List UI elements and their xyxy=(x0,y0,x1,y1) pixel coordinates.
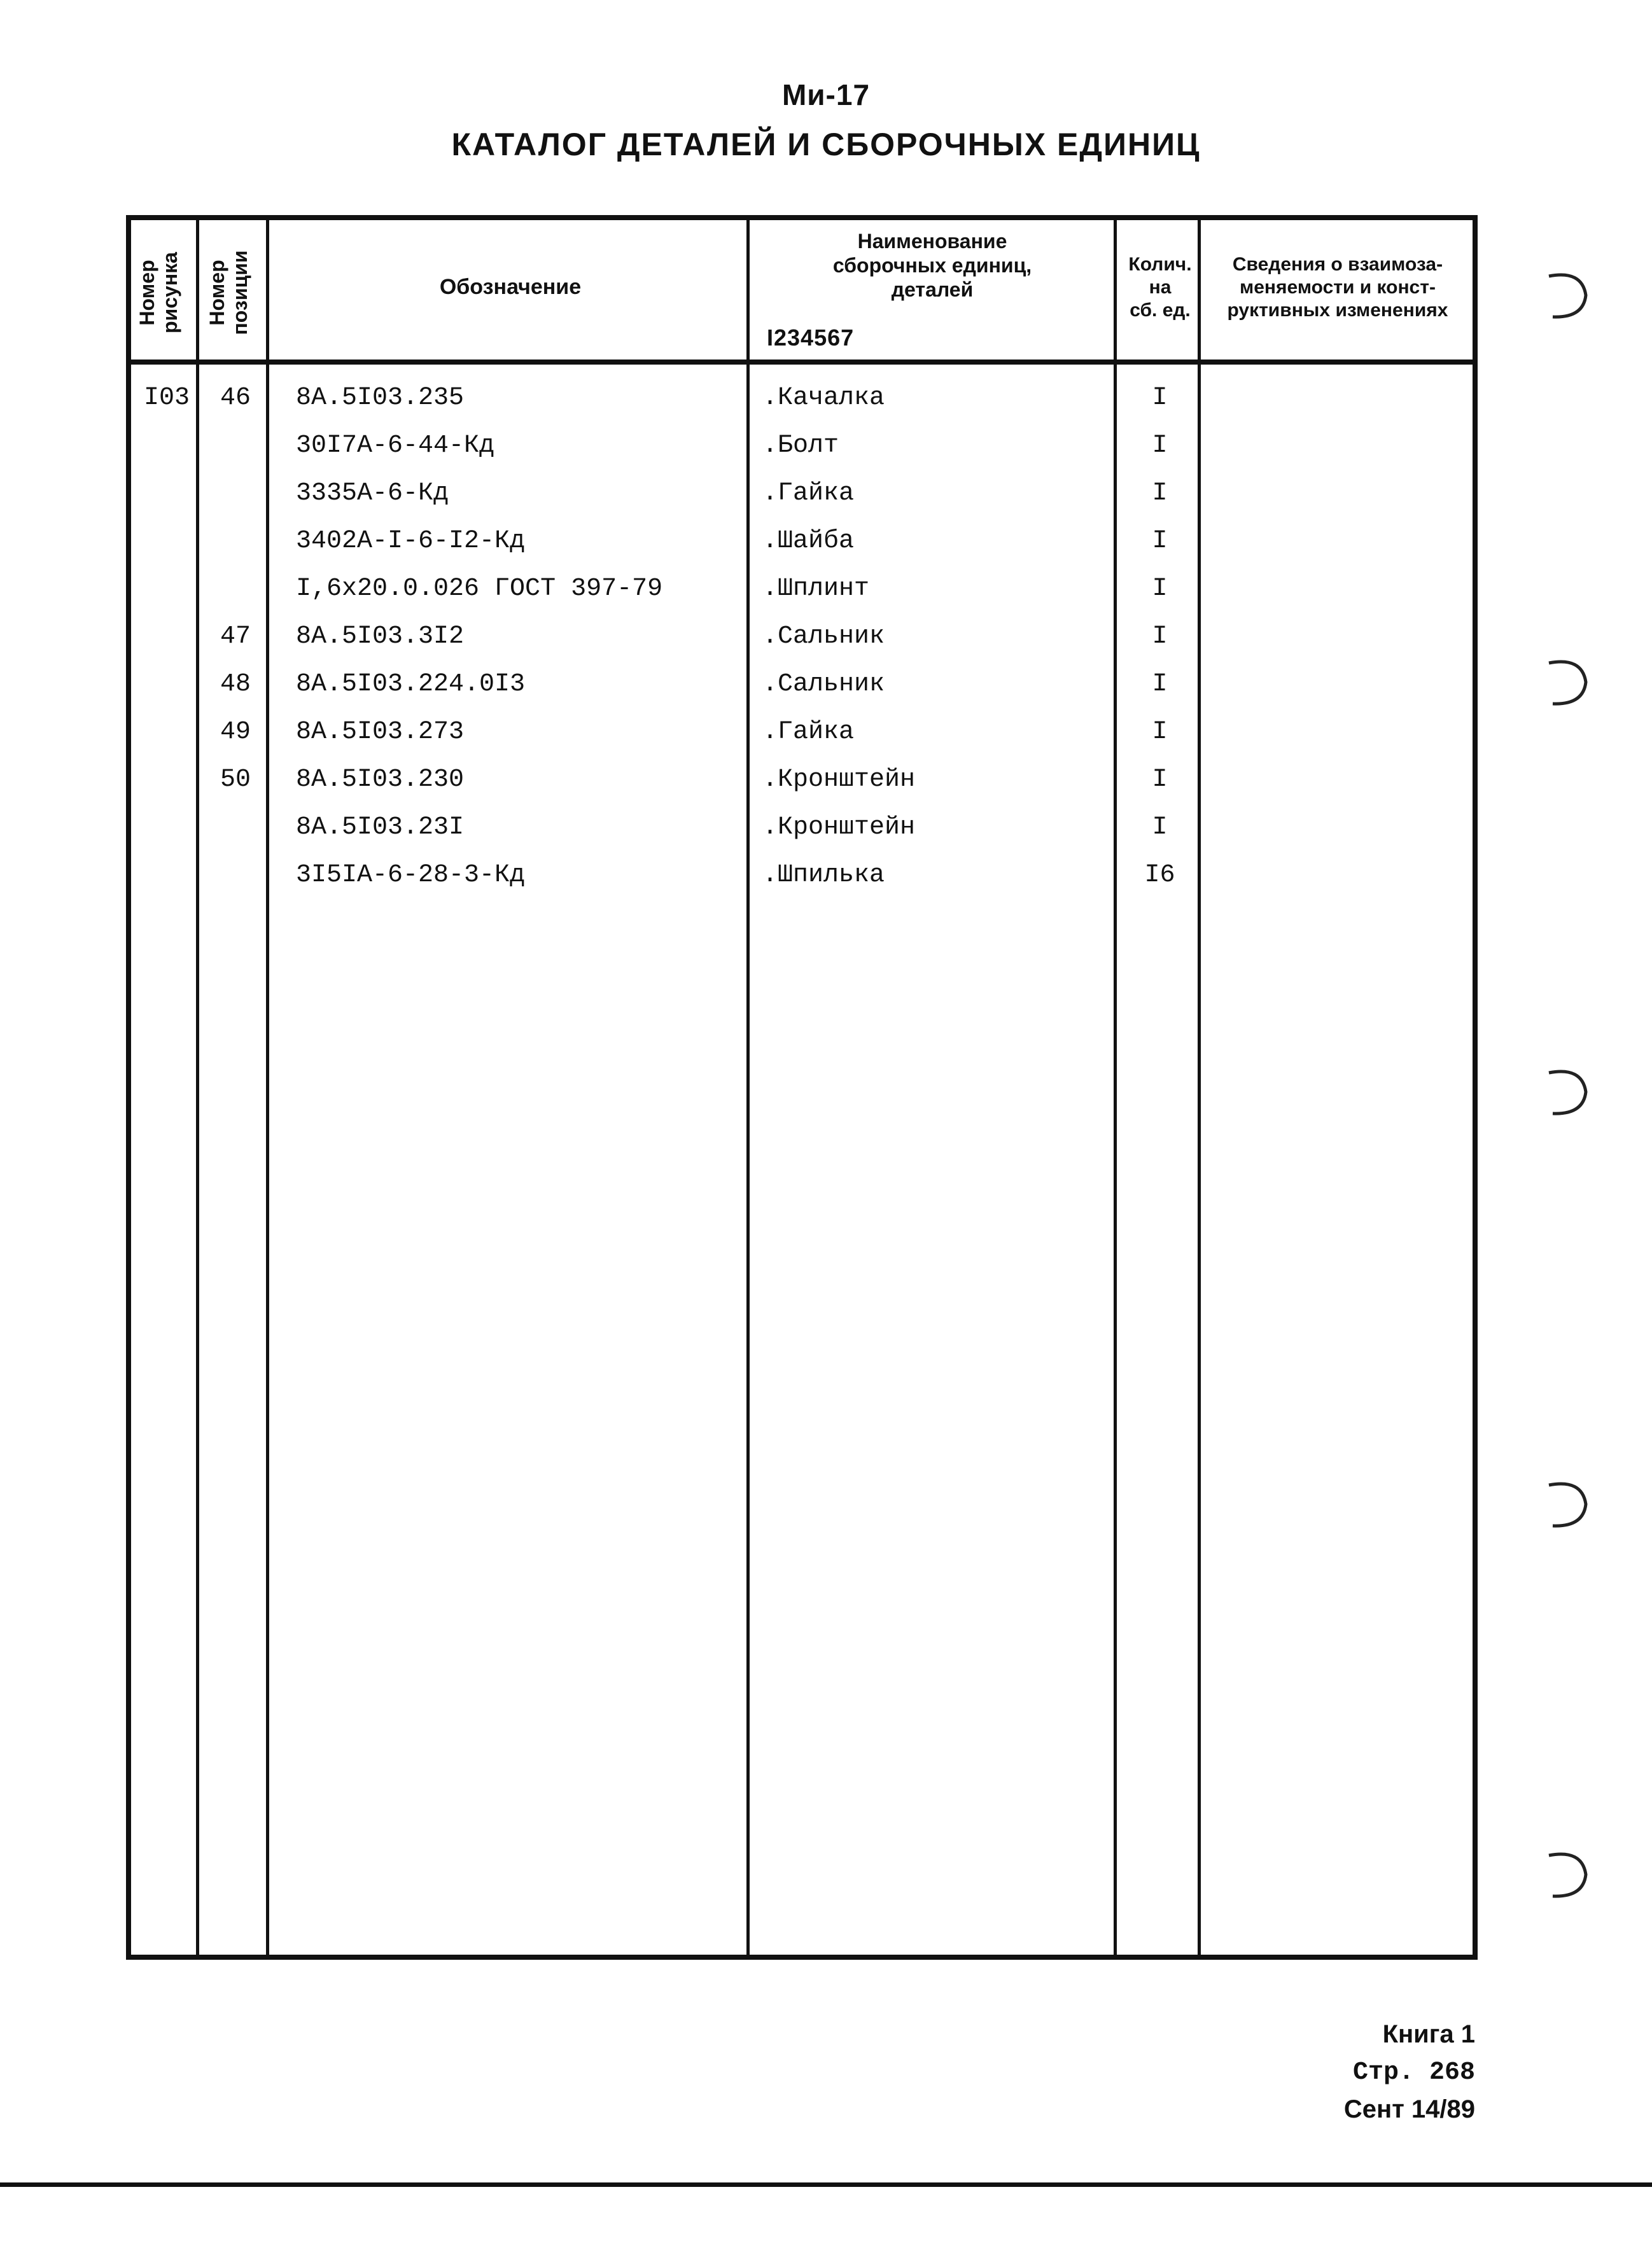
designation-cell: 8A.5I03.230 xyxy=(296,765,465,794)
quantity-cell: I xyxy=(1152,813,1168,842)
position-number-cell: 47 xyxy=(220,622,251,651)
catalog-subtitle: КАТАЛОГ ДЕТАЛЕЙ И СБОРОЧНЫХ ЕДИНИЦ xyxy=(451,127,1201,162)
designation-cell: 8A.5I03.23I xyxy=(296,813,465,842)
footer-book: Книга 1 xyxy=(1382,2020,1475,2048)
binder-hole-icon xyxy=(1543,1476,1593,1533)
header-figure-number: Номер рисунка xyxy=(136,252,181,333)
footer-page: Стр. 268 xyxy=(1352,2058,1475,2087)
part-name-cell: .Гайка xyxy=(762,479,855,508)
position-number-cell: 49 xyxy=(220,718,251,746)
binder-hole-icon xyxy=(1543,654,1593,711)
header-name: Наименование сборочных единиц, деталей xyxy=(832,230,1032,301)
column-divider xyxy=(196,215,199,1960)
header-position-number: Номер позиции xyxy=(206,250,251,335)
designation-cell: 8A.5I03.235 xyxy=(296,384,465,412)
column-divider xyxy=(746,215,750,1960)
designation-cell: 3I5IA-6-28-3-Кд xyxy=(296,861,526,890)
parts-table xyxy=(126,215,1478,1960)
column-divider xyxy=(1114,215,1117,1960)
quantity-cell: I xyxy=(1152,622,1168,651)
header-divider xyxy=(126,360,1478,365)
part-name-cell: .Шайба xyxy=(762,527,855,555)
quantity-cell: I xyxy=(1152,479,1168,508)
designation-cell: I,6x20.0.026 ГОСТ 397-79 xyxy=(296,575,663,603)
part-name-cell: .Болт xyxy=(762,431,839,460)
designation-cell: 8A.5I03.224.0I3 xyxy=(296,670,526,699)
designation-cell: 30I7A-6-44-Кд xyxy=(296,431,495,460)
designation-cell: 3335A-6-Кд xyxy=(296,479,449,508)
part-name-cell: .Кронштейн xyxy=(762,813,916,842)
figure-number-cell: I03 xyxy=(143,384,190,412)
quantity-cell: I xyxy=(1152,384,1168,412)
header-interchangeability: Сведения о взаимоза- меняемости и конст- руктивных изменениях xyxy=(1227,254,1448,321)
position-number-cell: 48 xyxy=(220,670,251,699)
position-number-cell: 46 xyxy=(220,384,251,412)
header-quantity: Колич. на сб. ед. xyxy=(1128,254,1192,321)
quantity-cell: I xyxy=(1152,431,1168,460)
part-name-cell: .Шплинт xyxy=(762,575,870,603)
quantity-cell: I xyxy=(1152,527,1168,555)
designation-cell: 3402A-I-6-I2-Кд xyxy=(296,527,526,555)
designation-cell: 8A.5I03.3I2 xyxy=(296,622,465,651)
part-name-cell: .Сальник xyxy=(762,622,885,651)
column-divider xyxy=(1198,215,1201,1960)
page-bottom-rule xyxy=(0,2182,1652,2187)
header-designation: Обозначение xyxy=(439,275,582,299)
document-title: Ми-17 xyxy=(781,78,871,111)
footer-date: Сент 14/89 xyxy=(1343,2095,1475,2123)
part-name-cell: .Качалка xyxy=(762,384,885,412)
binder-hole-icon xyxy=(1543,1064,1593,1121)
quantity-cell: I xyxy=(1152,765,1168,794)
binder-hole-icon xyxy=(1543,267,1593,325)
part-name-cell: .Сальник xyxy=(762,670,885,699)
quantity-cell: I6 xyxy=(1144,861,1175,890)
quantity-cell: I xyxy=(1152,575,1168,603)
part-name-cell: .Шпилька xyxy=(762,861,885,890)
position-number-cell: 50 xyxy=(220,765,251,794)
quantity-cell: I xyxy=(1152,670,1168,699)
quantity-cell: I xyxy=(1152,718,1168,746)
binder-hole-icon xyxy=(1543,1847,1593,1904)
header-name-digits: I234567 xyxy=(767,325,855,351)
designation-cell: 8A.5I03.273 xyxy=(296,718,465,746)
column-divider xyxy=(266,215,269,1960)
part-name-cell: .Кронштейн xyxy=(762,765,916,794)
part-name-cell: .Гайка xyxy=(762,718,855,746)
